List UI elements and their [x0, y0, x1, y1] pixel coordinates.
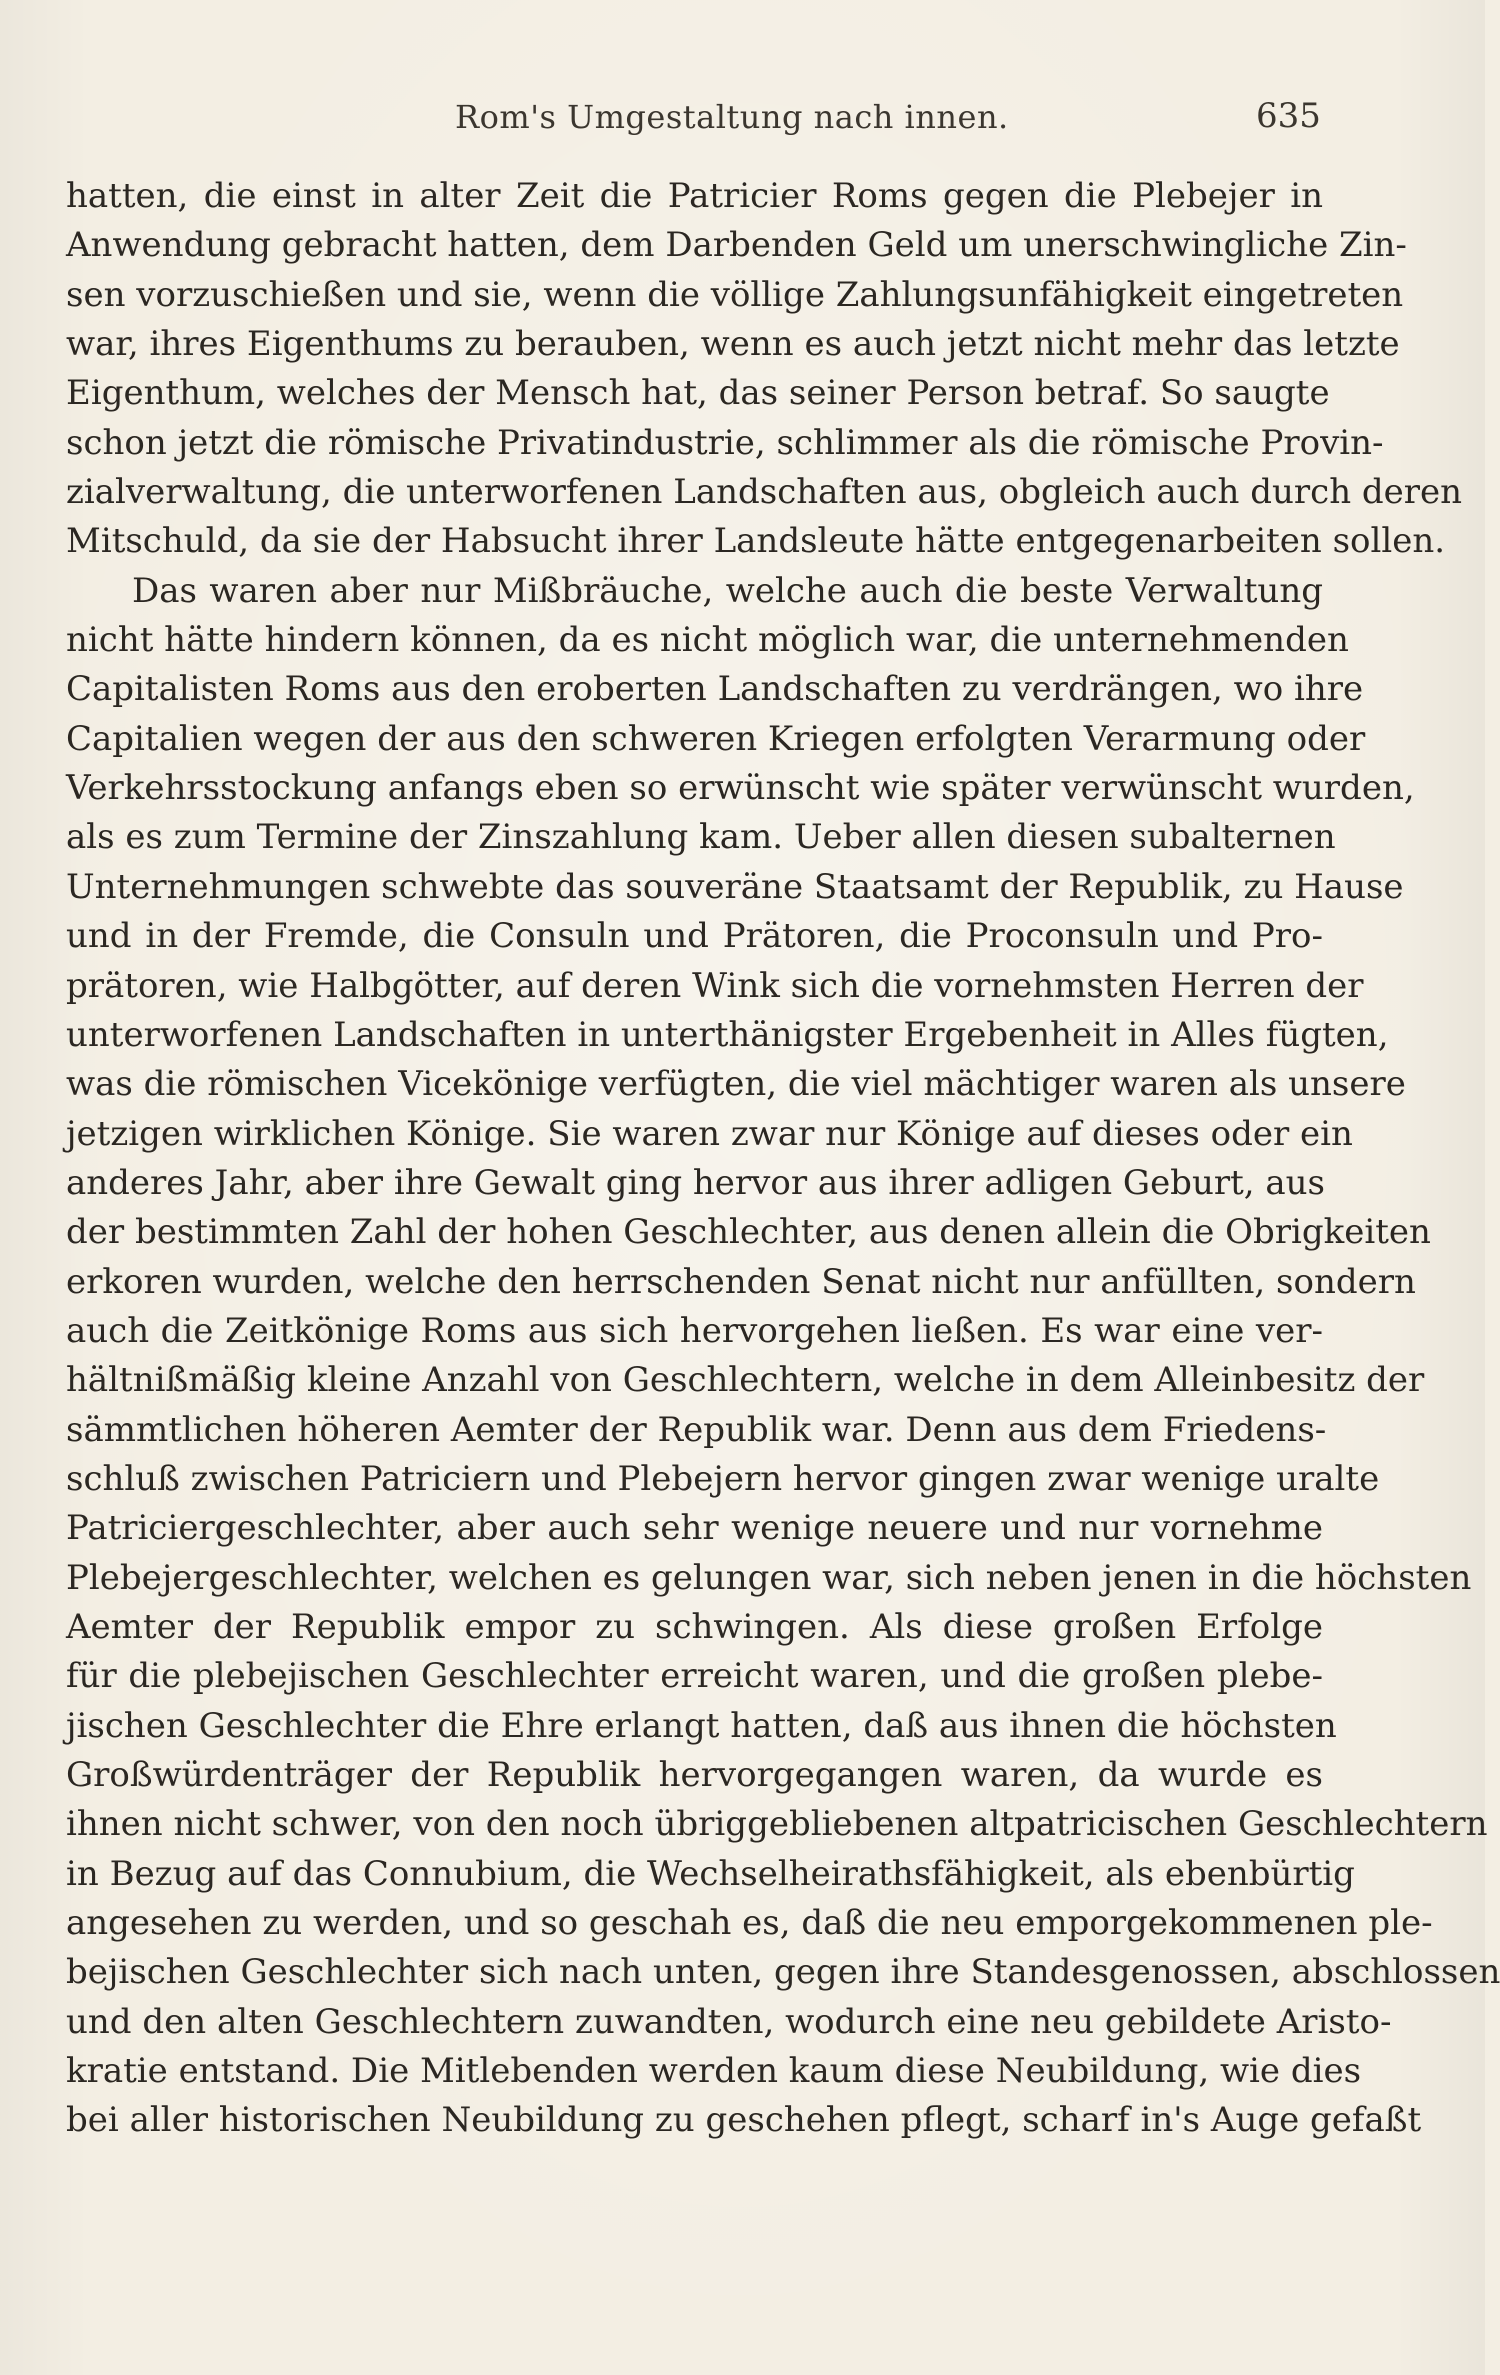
text-line: Patriciergeschlechter, aber auch sehr wenige neuere und nur vornehme [66, 1508, 1323, 1549]
text-line: nicht hätte hindern können, da es nicht möglich war, die unternehmenden [66, 620, 1349, 661]
text-line: kratie entstand. Die Mitlebenden werden kaum diese Neubildung, wie dies [66, 2051, 1362, 2092]
page-number: 635 [1256, 96, 1321, 136]
text-line: in Bezug auf das Connubium, die Wechselheirathsfähigkeit, als ebenbürtig [66, 1853, 1355, 1894]
text-line: Capitalien wegen der aus den schweren Kriegen erfolgten Verarmung oder [66, 718, 1366, 759]
running-head: Rom's Umgestaltung nach innen. [455, 98, 1009, 136]
text-line: jischen Geschlechter die Ehre erlangt hatten, daß aus ihnen die höchsten [66, 1705, 1337, 1746]
text-line: Verkehrsstockung anfangs eben so erwünscht wie später verwünscht wurden, [66, 768, 1415, 809]
text-line: für die plebejischen Geschlechter erreicht waren, und die großen plebe- [66, 1656, 1323, 1697]
text-line: sen vorzuschießen und sie, wenn die völlige Zahlungsunfähigkeit eingetreten [66, 274, 1404, 315]
text-line: schluß zwischen Patriciern und Plebejern hervor gingen zwar wenige uralte [66, 1458, 1380, 1499]
text-line: zialverwaltung, die unterworfenen Landschaften aus, obgleich auch durch deren [66, 472, 1463, 513]
text-line: jetzigen wirklichen Könige. Sie waren zwar nur Könige auf dieses oder ein [66, 1113, 1353, 1154]
text-line: anderes Jahr, aber ihre Gewalt ging hervor aus ihrer adligen Geburt, aus [66, 1162, 1325, 1203]
text-line: Großwürdenträger der Republik hervorgegangen waren, da wurde es [66, 1755, 1323, 1795]
text-line: unterworfenen Landschaften in unterthänigster Ergebenheit in Alles fügten, [66, 1014, 1389, 1055]
text-line: und in der Fremde, die Consuln und Prätoren, die Proconsuln und Pro- [66, 916, 1323, 957]
text-line: prätoren, wie Halbgötter, auf deren Wink sich die vornehmsten Herren der [66, 965, 1364, 1006]
text-line: Mitschuld, da sie der Habsucht ihrer Landsleute hätte entgegenarbeiten sollen. [66, 521, 1446, 562]
text-line: erkoren wurden, welche den herrschenden Senat nicht nur anfüllten, sondern [66, 1261, 1416, 1302]
text-line: Das waren aber nur Mißbräuche, welche auch die beste Verwaltung [132, 570, 1323, 611]
text-line: hältnißmäßig kleine Anzahl von Geschlechtern, welche in dem Alleinbesitz der [66, 1360, 1425, 1401]
text-line: Unternehmungen schwebte das souveräne Staatsamt der Republik, zu Hause [66, 866, 1404, 907]
text-line: bei aller historischen Neubildung zu geschehen pflegt, scharf in's Auge gefaßt [66, 2100, 1422, 2141]
text-line: und den alten Geschlechtern zuwandten, wodurch eine neu gebildete Aristo- [66, 2001, 1392, 2042]
text-line: der bestimmten Zahl der hohen Geschlechter, aus denen allein die Obrigkeiten [66, 1212, 1431, 1253]
text-line: hatten, die einst in alter Zeit die Patricier Roms gegen die Plebejer in [66, 176, 1323, 216]
text-line: was die römischen Vicekönige verfügten, die viel mächtiger waren als unsere [66, 1064, 1406, 1105]
text-line: war, ihres Eigenthums zu berauben, wenn es auch jetzt nicht mehr das letzte [66, 324, 1400, 365]
text-line: auch die Zeitkönige Roms aus sich hervorgehen ließen. Es war eine ver- [66, 1310, 1323, 1351]
text-line: Eigenthum, welches der Mensch hat, das seiner Person betraf. So saugte [66, 373, 1330, 414]
text-line: Anwendung gebracht hatten, dem Darbenden Geld um unerschwingliche Zin- [66, 225, 1407, 266]
text-line: Plebejergeschlechter, welchen es gelungen war, sich neben jenen in die höchsten [66, 1557, 1472, 1598]
text-line: bejischen Geschlechter sich nach unten, gegen ihre Standesgenossen, abschlossen [66, 1952, 1500, 1993]
text-line: als es zum Termine der Zinszahlung kam. Ueber allen diesen subalternen [66, 817, 1336, 858]
text-line: angesehen zu werden, und so geschah es, daß die neu emporgekommenen ple- [66, 1903, 1433, 1944]
text-line: Capitalisten Roms aus den eroberten Landschaften zu verdrängen, wo ihre [66, 669, 1364, 710]
text-line: Aemter der Republik empor zu schwingen. Als diese großen Erfolge [66, 1606, 1323, 1647]
text-line: schon jetzt die römische Privatindustrie, schlimmer als die römische Provin- [66, 422, 1384, 463]
text-line: sämmtlichen höheren Aemter der Republik war. Denn aus dem Friedens- [66, 1409, 1327, 1450]
body-text [66, 172, 1500, 2146]
text-line: ihnen nicht schwer, von den noch übriggebliebenen altpatricischen Geschlechtern [66, 1804, 1488, 1845]
